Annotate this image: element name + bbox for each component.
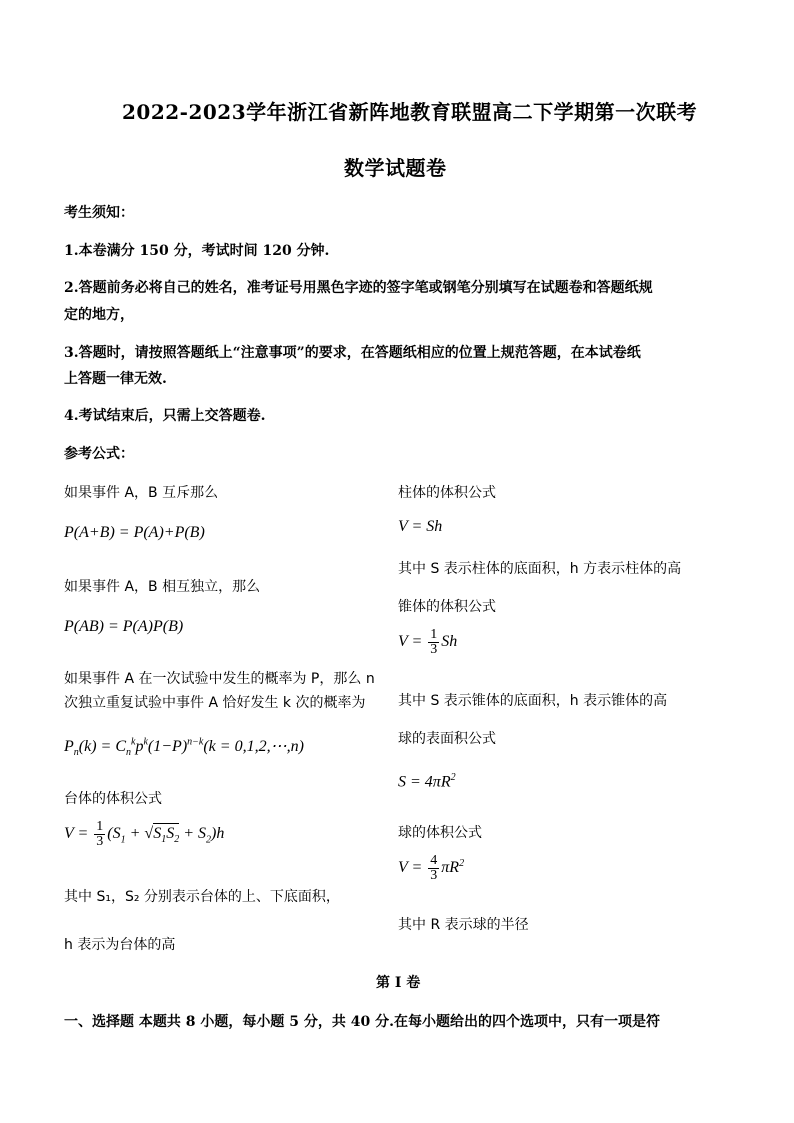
notice-2a: 2.答题前务必将自己的姓名，准考证号用黑色字迹的签字笔或钢笔分别填写在试题卷和答题纸规 [64, 280, 653, 296]
r1-text: 柱体的体积公式 [398, 485, 496, 501]
f4-note-2: h 表示为台体的高 [64, 937, 176, 953]
notice-2b: 定的地方， [64, 307, 134, 323]
notice-3a: 3.答题时，请按照答题纸上“注意事项”的要求，在答题纸相应的位置上规范答题，在本试卷纸 [64, 345, 641, 361]
f3-text-2: 次独立重复试验中事件 A 恰好发生 k 次的概率为 [64, 695, 366, 711]
r2-formula: V = $\frac{1}{3}$ Sh [398, 627, 458, 657]
r2-text: 锥体的体积公式 [398, 599, 496, 615]
title-line-2: 数学试题卷 [344, 156, 447, 180]
title-line-1: 2022-2023学年浙江省新阵地教育联盟高二下学期第一次联考 [122, 100, 698, 124]
section-intro: 一、选择题 本题共 8 小题，每小题 5 分，共 40 分.在每小题给出的四个选项中，只有一项是符 [64, 1014, 660, 1030]
f3-formula: $P_n(k) = C_n^kp^k(1-P)^{n-k}(k$ = 0,1,2,⋯,n) [64, 736, 304, 759]
r3-formula: $S = 4\pi R^2$ [398, 772, 456, 791]
f2-formula: P(AB) = P(A)P(B) [64, 618, 184, 635]
f4-text: 台体的体积公式 [64, 791, 162, 807]
r1-note: 其中 S 表示柱体的底面积，h 方表示柱体的高 [398, 561, 682, 577]
formula-heading: 参考公式： [64, 446, 134, 462]
f2-text: 如果事件 A，B 相互独立，那么 [64, 579, 261, 595]
r2-note: 其中 S 表示锥体的底面积，h 表示锥体的高 [398, 693, 668, 709]
notice-3b: 上答题一律无效. [64, 371, 167, 387]
section-title: 第 I 卷 [376, 975, 421, 991]
f4-formula: V = $\frac{1}{3}$ $(S_1 + √S_1S_2 + S_2)h$ [64, 819, 225, 849]
f1-formula: P(A+B) = P(A)+P(B) [64, 524, 205, 541]
notice-4: 4.考试结束后，只需上交答题卷. [64, 408, 266, 424]
r4-text: 球的体积公式 [398, 825, 482, 841]
f3-text-1: 如果事件 A 在一次试验中发生的概率为 P，那么 n [64, 671, 375, 687]
notice-1: 1.本卷满分 150 分，考试时间 120 分钟. [64, 243, 330, 259]
notice-heading: 考生须知： [64, 205, 134, 221]
r1-formula: V = Sh [398, 518, 443, 535]
f4-note-1: 其中 S₁，S₂ 分别表示台体的上、下底面积， [64, 889, 340, 905]
f1-text: 如果事件 A，B 互斥那么 [64, 485, 219, 501]
r4-note: 其中 R 表示球的半径 [398, 917, 529, 933]
r4-formula: V = $\frac{4}{3}$ $\pi R^2$ [398, 853, 465, 883]
r3-text: 球的表面积公式 [398, 731, 496, 747]
